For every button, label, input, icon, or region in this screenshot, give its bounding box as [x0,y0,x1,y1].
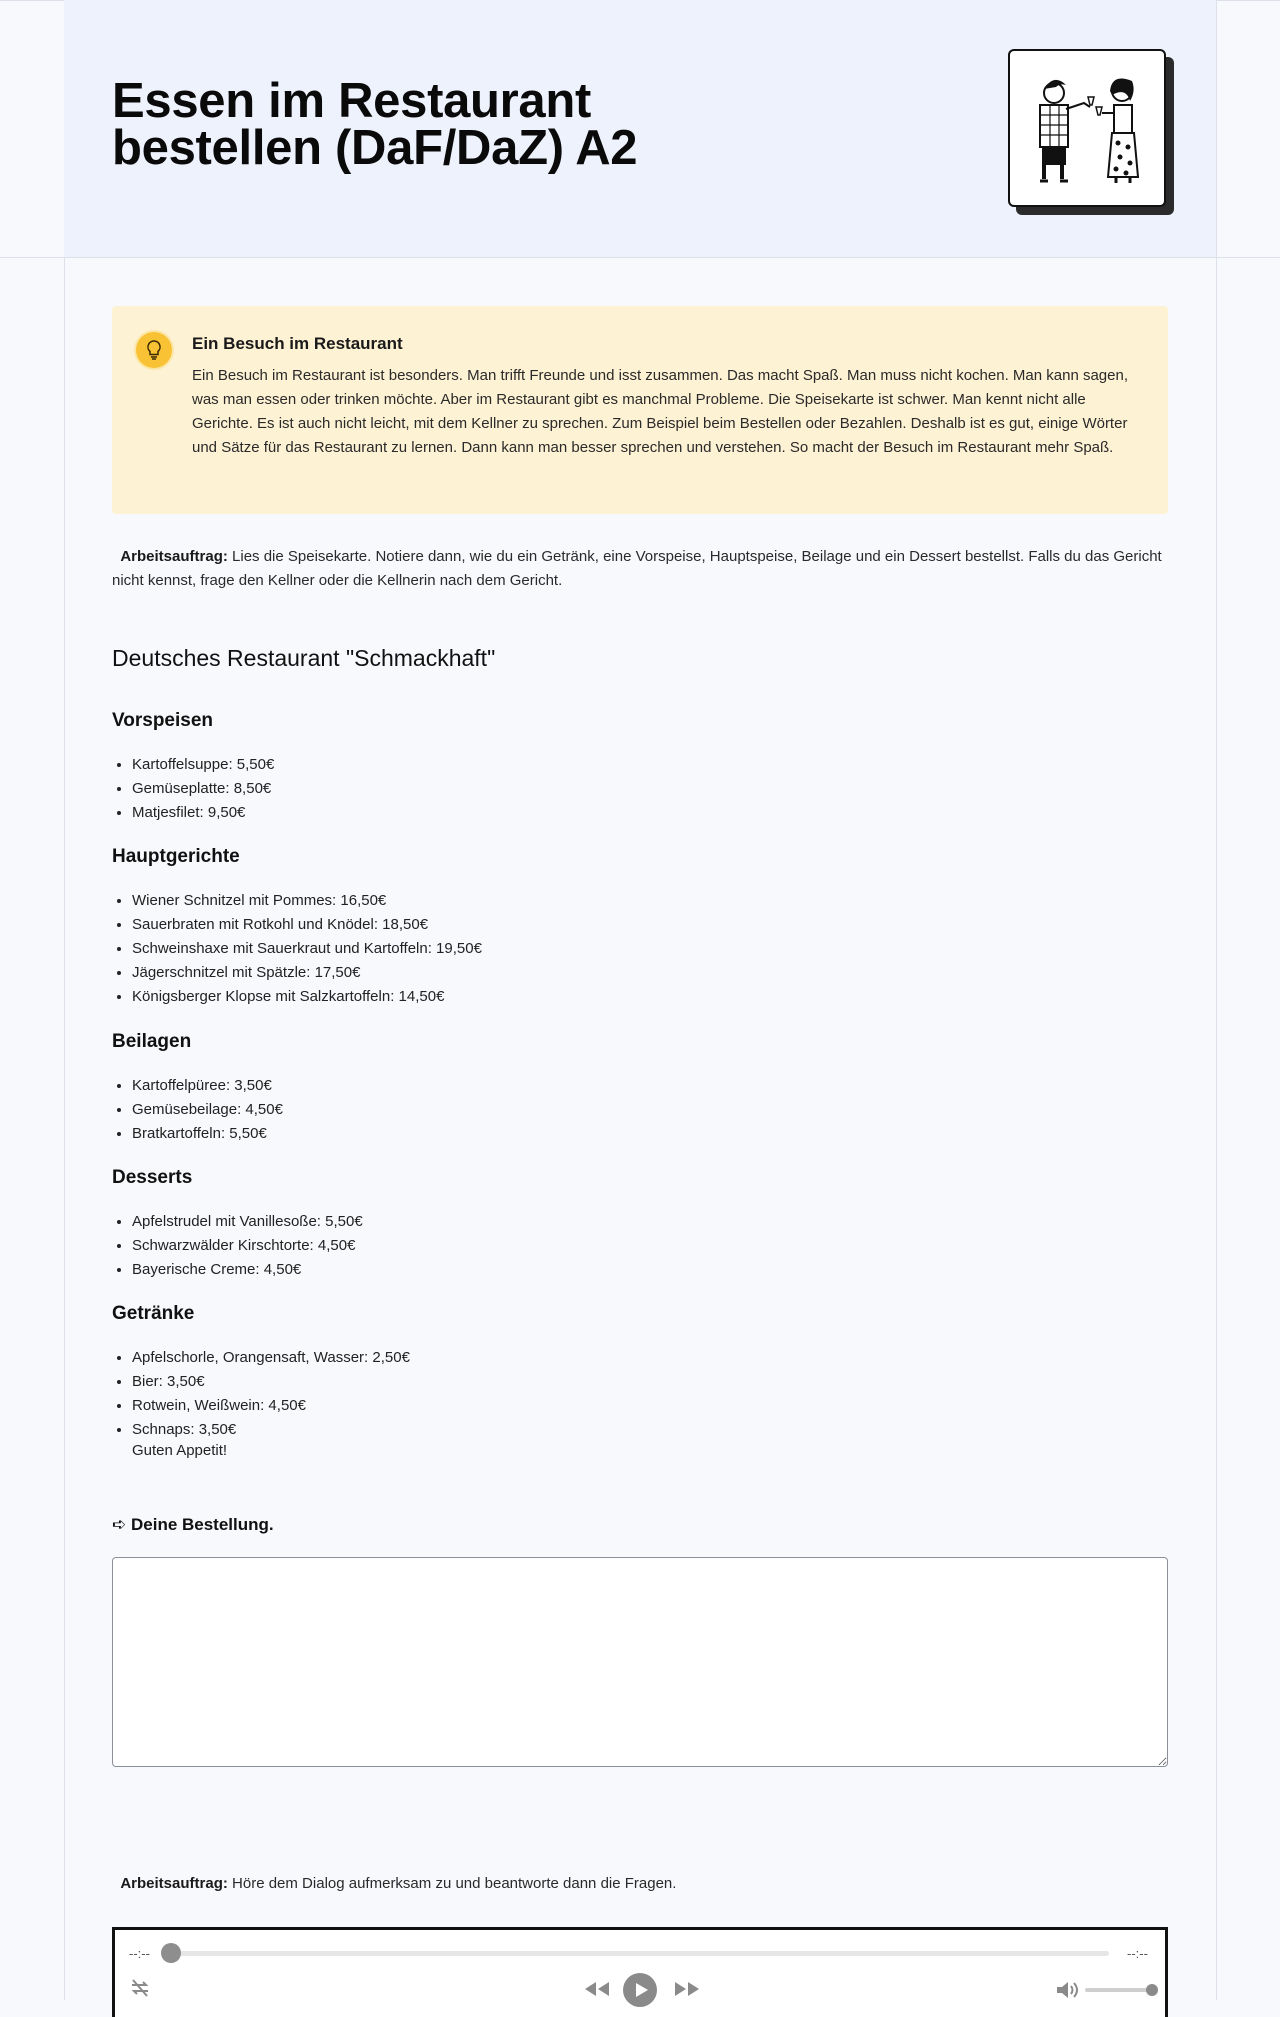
dish-list-hauptgerichte [112,889,482,1009]
task-instruction-1 [112,545,1168,593]
dish-list-getraenke [112,1346,410,1442]
list-item: • Königsberger Klopse mit Salzkartoffeln: 14,50€ [132,985,482,1009]
list-item: • Kartoffelpüree: 3,50€ [132,1074,283,1098]
audio-player [112,1927,1168,2017]
rewind-icon[interactable] [583,1980,611,2002]
list-item: • Matjesfilet: 9,50€ [132,801,274,825]
list-item: • Schwarzwälder Kirschtorte: 4,50€ [132,1234,363,1258]
volume-slider[interactable] [1085,1988,1155,1992]
list-item: • Schweinshaxe mit Sauerkraut und Kartoffeln: 19,50€ [132,937,482,961]
volume-knob[interactable] [1146,1984,1158,1996]
task-instruction-2 [112,1872,1168,1896]
section-title-hauptgerichte: Hauptgerichte [112,846,240,867]
play-button[interactable] [623,1973,657,2007]
order-label-text: Deine Bestellung. [130,1515,274,1534]
list-item: • Schnaps: 3,50€ [132,1418,410,1442]
task-text: Lies die Speisekarte. Notiere dann, wie du ein Getränk, eine Vorspeise, Hauptspeise, Beilage und ein Dessert bestellst. Falls du das Gericht nicht kennst, frage den Kellner oder die Kellnerin nach dem Gericht. [112,548,1162,589]
section-title-vorspeisen: Vorspeisen [112,710,214,731]
list-item: • Jägerschnitzel mit Spätzle: 17,50€ [132,961,482,985]
info-text: Ein Besuch im Restaurant ist besonders. Man trifft Freunde und isst zusammen. Das macht Spaß. Man muss nicht kochen. Man kann sagen, was man essen oder trinken möchte. Aber im Restaurant gibt es manchmal Probleme. Die Speisekarte ist schwer. Man kennt nicht alle Gerichte. Es ist auch nicht leicht, mit dem Kellner zu sprechen. Zum Beispiel beim Bestellen oder Bezahlen. Deshalb ist es gut, einige Wörter und Sätze für das Restaurant zu lernen. Dann kann man besser sprechen und verstehen. So macht der Besuch im Restaurant mehr Spaß. [192,367,1128,456]
list-item: • Rotwein, Weißwein: 4,50€ [132,1394,410,1418]
arrow-right-icon: ➪ [112,1515,127,1534]
fast-forward-icon[interactable] [673,1980,701,2002]
dish-list-vorspeisen [112,753,274,825]
list-item: • Bratkartoffeln: 5,50€ [132,1122,283,1146]
section-title-beilagen: Beilagen [112,1031,192,1052]
list-item: • Bier: 3,50€ [132,1370,410,1394]
task-label: Arbeitsauftrag: [120,548,228,565]
current-time: --:-- [129,1946,150,1961]
info-box [112,306,1168,514]
duration: --:-- [1127,1946,1148,1961]
order-label [112,1515,274,1535]
task-label: Arbeitsauftrag: [120,1875,228,1892]
list-item: • Apfelstrudel mit Vanillesoße: 5,50€ [132,1210,363,1234]
list-item: • Sauerbraten mit Rotkohl und Knödel: 18,50€ [132,913,482,937]
volume-icon[interactable] [1055,1980,1079,2004]
dish-list-beilagen [112,1074,283,1146]
page-title: Essen im Restaurant bestellen (DaF/DaZ) A2 [112,74,638,175]
menu-title: Deutsches Restaurant "Schmackhaft" [112,645,496,671]
two-people-toasting-image [1008,49,1166,207]
restaurant-illustration [1008,49,1166,207]
list-item: • Bayerische Creme: 4,50€ [132,1258,363,1282]
list-item: • Wiener Schnitzel mit Pommes: 16,50€ [132,889,482,913]
list-item: • Kartoffelsuppe: 5,50€ [132,753,274,777]
section-title-getraenke: Getränke [112,1303,195,1324]
task-text: Höre dem Dialog aufmerksam zu und beantworte dann die Fragen. [232,1875,677,1892]
header-divider [0,257,1280,258]
dish-list-desserts [112,1210,363,1282]
list-item: • Gemüseplatte: 8,50€ [132,777,274,801]
repeat-icon[interactable] [129,1978,151,2002]
lightbulb-icon [136,332,172,368]
info-title: Ein Besuch im Restaurant [192,334,403,353]
left-guide-line [64,0,65,2000]
page-header [64,0,1216,257]
list-item: • Apfelschorle, Orangensaft, Wasser: 2,50€ [132,1346,410,1370]
menu-closing: Guten Appetit! [132,1442,228,1459]
right-guide-line [1216,0,1217,2000]
section-title-desserts: Desserts [112,1167,193,1188]
list-item: • Gemüsebeilage: 4,50€ [132,1098,283,1122]
progress-track[interactable] [171,1951,1109,1956]
order-textarea[interactable] [112,1557,1168,1767]
progress-knob[interactable] [161,1943,181,1963]
